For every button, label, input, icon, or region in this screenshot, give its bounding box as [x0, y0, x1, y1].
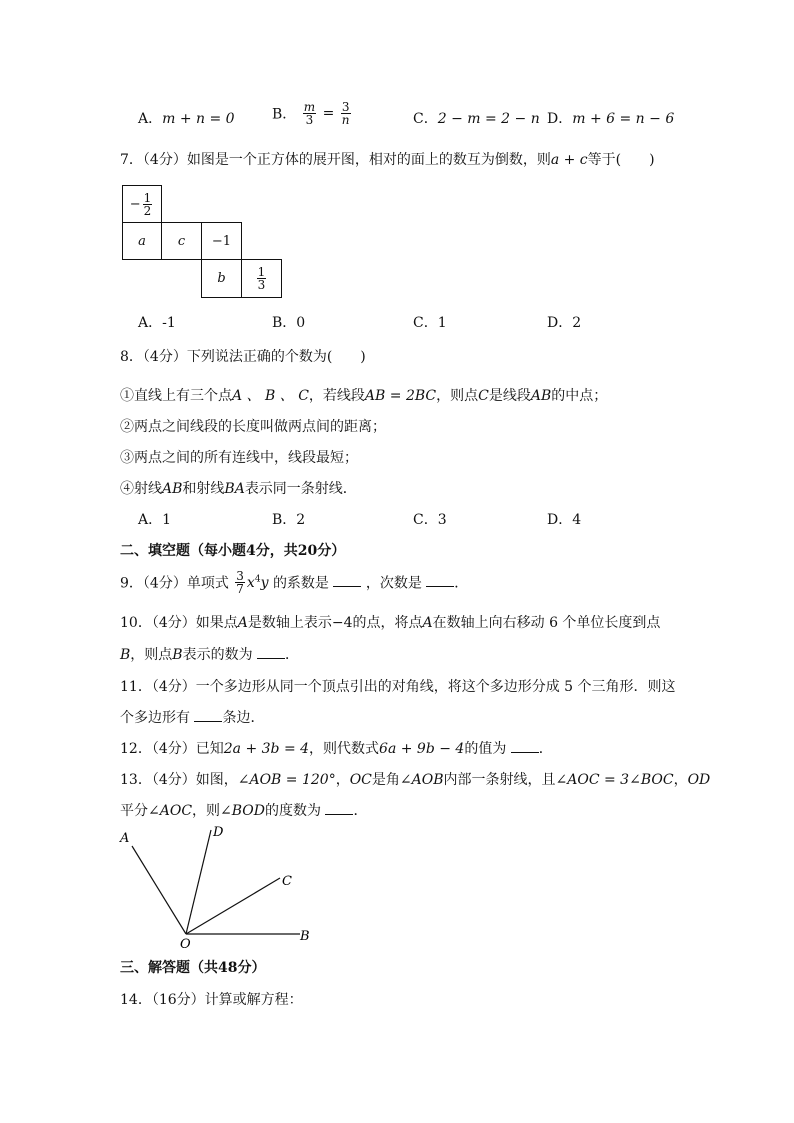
q7-option-c: C．1 — [413, 315, 447, 331]
q8-option-a: A．1 — [138, 512, 172, 528]
q13-line-1: 13．（4分）如图，∠AOB = 120°，OC是角∠AOB内部一条射线，且∠AOC = 3∠BOC，OD — [120, 772, 711, 788]
q8-statement-3: ③两点之间的所有连线中，线段最短； — [120, 450, 358, 466]
section-2-title: 二、填空题（每小题4分，共20分） — [120, 543, 346, 559]
q13-blank[interactable] — [325, 802, 353, 815]
q7-option-d: D．2 — [547, 315, 582, 331]
q10-line-2: B，则点B表示的数为 ． — [120, 647, 300, 663]
q6-option-d: D．m + 6 = n − 6 — [547, 111, 675, 127]
q7-stem: 7．（4分）如图是一个正方体的展开图，相对的面上的数互为倒数，则a + c等于( ) — [120, 152, 655, 168]
q12: 12．（4分）已知2a + 3b = 4，则代数式6a + 9b − 4的值为 ． — [120, 741, 553, 757]
q9: 9．（4分）单项式 $\frac{3}{7}$ $x^4y$ 的系数是 ，次数是 ． — [120, 569, 469, 596]
q7-option-b: B．0 — [272, 315, 306, 331]
label-o: O — [180, 937, 191, 950]
q8-option-c: C．3 — [413, 512, 447, 528]
q7-option-a: A．-1 — [138, 315, 176, 331]
q9-blank-1[interactable] — [333, 574, 361, 587]
q11-line-2: 个多边形有 条边． — [120, 710, 265, 726]
q6-option-c: C．2 − m = 2 − n — [413, 111, 540, 127]
q11-line-1: 11．（4分）一个多边形从同一个顶点引出的对角线，将这个多边形分成 5 个三角形．则这 — [120, 679, 676, 695]
cell-b: b — [201, 259, 242, 298]
q8-stem: 8．（4分）下列说法正确的个数为( ) — [120, 349, 366, 365]
cell-a: a — [122, 222, 162, 260]
label-d: D — [213, 825, 224, 840]
cell-neg-half: − $\frac{1}{2}$ — [122, 185, 162, 223]
q8-option-d: D．4 — [547, 512, 582, 528]
angle-figure — [110, 820, 330, 950]
label-a: A — [120, 831, 130, 846]
section-3-title: 三、解答题（共48分） — [120, 960, 266, 976]
ray-oc — [186, 878, 280, 934]
label-c: C — [282, 874, 292, 889]
q8-statement-2: ②两点之间线段的长度叫做两点间的距离； — [120, 419, 386, 435]
cell-neg-one: −1 — [201, 222, 242, 260]
q11-blank[interactable] — [194, 709, 222, 722]
q6-option-a: A．m + n = 0 — [138, 111, 235, 127]
label-b: B — [300, 929, 310, 944]
q10-line-1: 10．（4分）如果点A是数轴上表示−4的点，将点A在数轴上向右移动 6 个单位长度到点 — [120, 615, 661, 631]
ray-oa — [132, 846, 186, 934]
cell-third: $\frac{1}{3}$ — [241, 259, 282, 298]
ray-od — [186, 830, 211, 934]
q14-stem: 14．（16分）计算或解方程： — [120, 992, 303, 1008]
cell-c: c — [161, 222, 202, 260]
q8-option-b: B．2 — [272, 512, 306, 528]
q8-statement-4: ④射线AB和射线BA表示同一条射线． — [120, 481, 357, 497]
q9-blank-2[interactable] — [426, 574, 454, 587]
q6-option-b: B． $\frac{m}{3}$ = $\frac{3}{n}$ — [272, 100, 350, 127]
q8-statement-1: ①直线上有三个点A 、 B 、 C，若线段AB = 2BC，则点C是线段AB的中点； — [120, 388, 608, 404]
q10-blank[interactable] — [257, 646, 285, 659]
q13-line-2: 平分∠AOC，则∠BOD的度数为 ． — [120, 803, 368, 819]
q12-blank[interactable] — [511, 740, 539, 753]
